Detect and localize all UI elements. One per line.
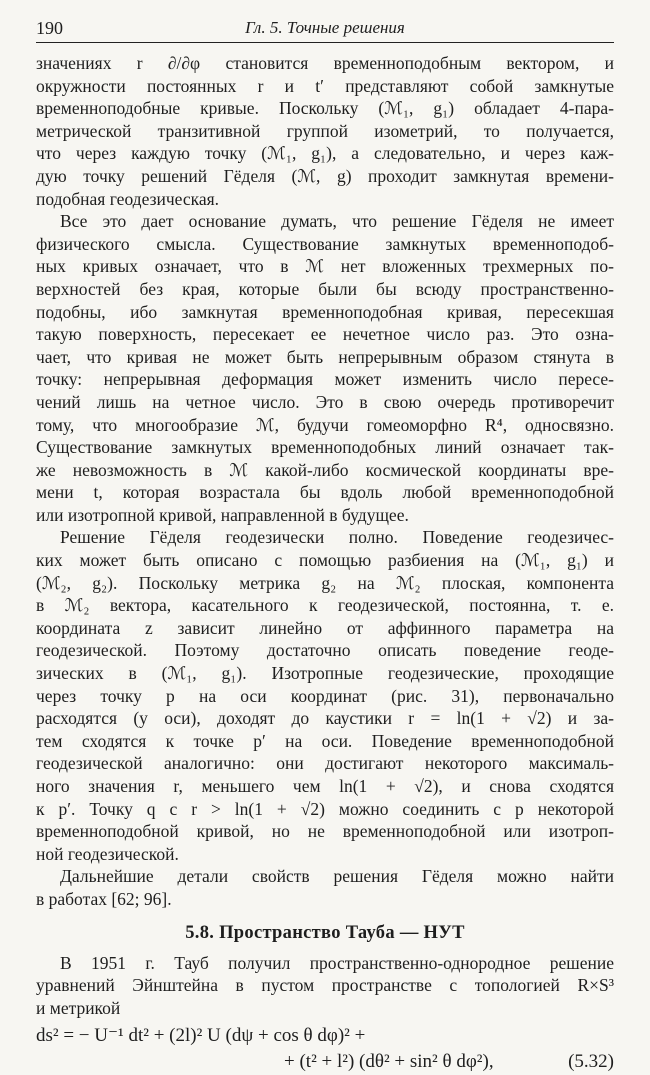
text-line: тем сходятся к точке p′ на оси. Поведение временноподобной (36, 730, 614, 751)
text-line: мени t, которая возрастала бы вдоль любой временноподобной (36, 482, 614, 503)
text-line: тому, что многообразие ℳ, будучи гомеоморфно R⁴, односвязно. (36, 414, 614, 435)
text-line: подобны, ибо замкнутая временноподобная кривая, пересекшая (36, 301, 614, 322)
text-line: метрической транзитивной группой изометрий, то получается, (36, 120, 614, 141)
text-line: и метрикой (36, 997, 121, 1018)
text-line: Дальнейшие детали свойств решения Гёделя можно найти (60, 866, 614, 887)
text-line: Все это дает основание думать, что решение Гёделя не имеет (60, 211, 614, 232)
page-number: 190 (36, 18, 63, 38)
text-line: в ℳ₂ вектора, касательного к геодезической, постоянна, т. е. (36, 595, 614, 616)
text-line: временноподобной кривой, но не временноподобной или изотроп- (36, 821, 614, 842)
text-line: чений лишь на четное число. Это в свою очередь противоречит (36, 391, 614, 412)
paragraph-physical-meaning (36, 210, 614, 526)
text-line: в работах [62; 96]. (36, 888, 172, 909)
page-header (36, 14, 614, 44)
text-line: Решение Гёделя геодезически полно. Поведение геодезичес- (60, 527, 614, 548)
text-line: ких может быть описано с помощью разбиения на (ℳ₁, g₁) и (36, 550, 614, 571)
text-line: же невозможность в ℳ какой-либо космической координаты вре- (36, 459, 614, 480)
text-line: уравнений Эйнштейна в пустом пространстве с топологией R×S³ (36, 975, 614, 996)
text-line: расходятся (у оси), доходят до каустики r = ln(1 + √2) и за- (36, 708, 614, 729)
equation-number: (5.32) (568, 1051, 614, 1073)
text-line: зических в (ℳ₁, g₁). Изотропные геодезические, проходящие (36, 663, 614, 684)
text-line: точку: непрерывная деформация может изменить число пересе- (36, 369, 614, 390)
equation-line-1: ds² = − U⁻¹ dt² + (2l)² U (dψ + cos θ dφ)² + (36, 1025, 366, 1047)
text-line: дую точку решений Гёделя (ℳ, g) проходит замкнутая времени- (36, 165, 614, 186)
text-line: ного значения r, меньшего чем ln(1 + √2), и снова сходятся (36, 776, 614, 796)
text-line: ной геодезической. (36, 843, 179, 864)
text-line: координата z зависит линейно от аффинного параметра на (36, 617, 614, 638)
text-line: ных кривых означает, что в ℳ нет вложенных трехмерных по- (36, 256, 614, 277)
text-line: верхностей без края, которые были бы всюду пространственно- (36, 278, 614, 299)
equation-line-2-body: + (t² + l²) (dθ² + sin² θ dφ²), (284, 1051, 494, 1073)
text-line: что через каждую точку (ℳ₁, g₁), а следовательно, и через каж- (36, 143, 614, 164)
header-rule (36, 42, 614, 43)
paragraph-taub-intro (36, 952, 614, 1020)
equation-line-2 (36, 1049, 614, 1075)
text-line: (ℳ₂, g₂). Поскольку метрика g₂ на ℳ₂ плоская, компонента (36, 572, 614, 593)
text-line: геодезической аналогично: они достигают некоторого максималь- (36, 753, 614, 774)
text-line: Существование замкнутых временноподобных линий означает так- (36, 437, 614, 458)
paragraph-references (36, 865, 614, 910)
text-line: подобная геодезическая. (36, 188, 220, 209)
text-line: значениях r ∂/∂φ становится временноподобным вектором, и (36, 53, 614, 73)
text-line: окружности постоянных r и t′ представляют собой замкнутые (36, 75, 614, 96)
text-line: В 1951 г. Тауб получил пространственно-однородное решение (60, 952, 614, 973)
text-line: или изотропной кривой, направленной в будущее. (36, 504, 409, 525)
text-line: физического смысла. Существование замкнутых временноподоб- (36, 233, 614, 254)
paragraph-geodesic-completeness (36, 526, 614, 865)
text-line: к p′. Точку q с r > ln(1 + √2) можно соединить с p некоторой (36, 798, 614, 819)
text-line: такую поверхность, пересекает ее нечетное число раз. Это озна- (36, 324, 614, 345)
paragraph-continuation (36, 52, 614, 210)
text-line: геодезической. Поэтому достаточно описать поведение геоде- (36, 640, 614, 661)
section-heading: 5.8. Пространство Тауба — НУТ (185, 922, 465, 943)
running-title: Гл. 5. Точные решения (245, 18, 405, 37)
text-line: через точку p на оси координат (рис. 31), первоначально (36, 685, 614, 706)
text-line: временноподобные кривые. Поскольку (ℳ₁, g₁) обладает 4-пара- (36, 98, 614, 119)
text-line: чает, что кривая не может быть непрерывным образом стянута в (36, 346, 614, 367)
page-body (36, 52, 614, 1075)
